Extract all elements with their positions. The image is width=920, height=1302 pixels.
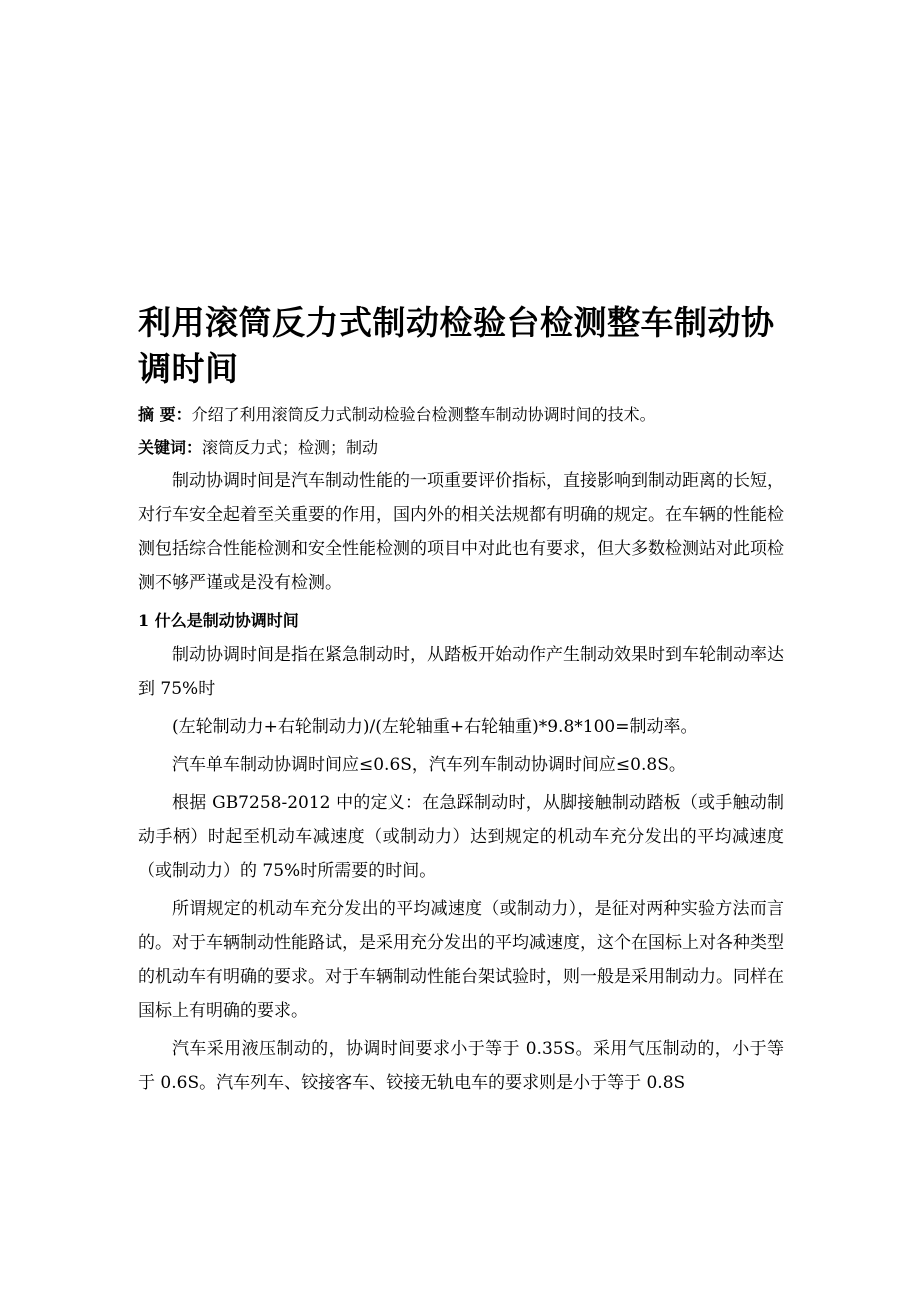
paragraph-limits: 汽车单车制动协调时间应≤0.6S，汽车列车制动协调时间应≤0.8S。	[172, 755, 686, 775]
keywords-text: 滚筒反力式；检测；制动	[202, 438, 379, 457]
abstract	[138, 398, 784, 431]
section-1-heading: 1 什么是制动协调时间	[138, 611, 299, 630]
document-page	[138, 300, 784, 1100]
intro-paragraph: 制动协调时间是汽车制动性能的一项重要评价指标，直接影响到制动距离的长短，对行车安全起着至关重要的作用，国内外的相关法规都有明确的规定。在车辆的性能检测包括综合性能检测和安全性能检测的项目中对此也有要求，但大多数检测站对此项检测不够严谨或是没有检测。	[138, 471, 784, 593]
keywords-label: 关键词：	[138, 438, 203, 457]
paragraph-definition: 制动协调时间是指在紧急制动时，从踏板开始动作产生制动效果时到车轮制动率达到 75%时	[138, 645, 784, 699]
paragraph-requirements: 汽车采用液压制动的，协调时间要求小于等于 0.35S。采用气压制动的，小于等于 0.6S。汽车列车、铰接客车、铰接无轨电车的要求则是小于等于 0.8S	[138, 1039, 784, 1093]
paragraph-gb-definition: 根据 GB7258-2012 中的定义：在急踩制动时，从脚接触制动踏板（或手触动制动手柄）时起至机动车减速度（或制动力）达到规定的机动车充分发出的平均减速度（或制动力）的 75%时所需要的时间。	[138, 793, 784, 881]
abstract-text: 介绍了利用滚筒反力式制动检验台检测整车制动协调时间的技术。	[191, 405, 656, 424]
abstract-label: 摘 要：	[138, 405, 192, 424]
keywords	[138, 431, 784, 464]
document-title: 利用滚筒反力式制动检验台检测整车制动协调时间	[138, 303, 775, 388]
paragraph-test-methods: 所谓规定的机动车充分发出的平均减速度（或制动力），是征对两种实验方法而言的。对于车辆制动性能路试，是采用充分发出的平均减速度，这个在国标上对各种类型的机动车有明确的要求。对于车辆制动性能台架试验时，则一般是采用制动力。同样在国标上有明确的要求。	[138, 899, 784, 1021]
paragraph-formula: (左轮制动力+右轮制动力)/(左轮轴重+右轮轴重)*9.8*100=制动率。	[172, 717, 698, 737]
